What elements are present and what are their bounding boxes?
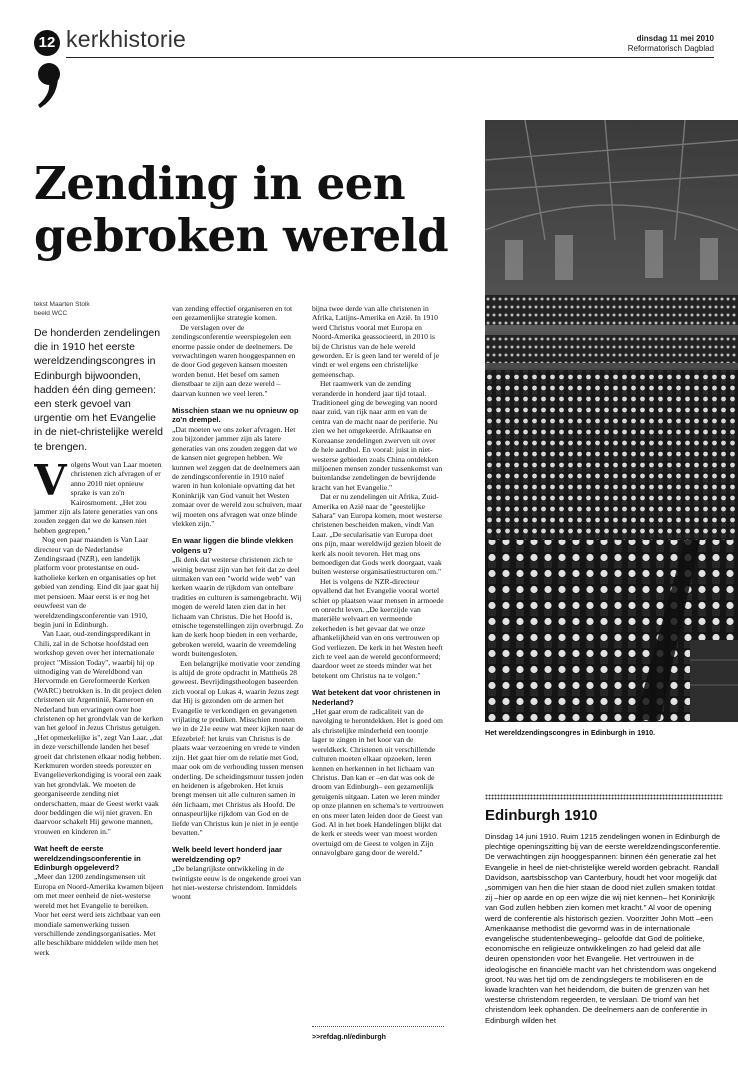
- article-intro: De honderden zendelingen die in 1910 het eerste wereldzendingscongres in Edinburgh bijwoonden, hadden één ding gemeen: een sterk gevoel van urgentie om het Evangelie in de niet-christelijke wereld te brengen.: [34, 327, 163, 453]
- paragraph: Dat er nu zendelingen uit Afrika, Zuid-Amerika en Azië naar de "geestelijke Sahara" van Europa komen, moet westerse christenen bescheiden maken, vindt Van Laar. „De secularisatie van Europa doet ons pijn, maar wereldwijd gezien bloeit de kerk als nooit tevoren. Het mag ons bemoedigen dat Gods werk doorgaat, vaak buiten westerse organisatiestructuren om.": [312, 492, 443, 577]
- headline-line-1: Zending in een: [34, 157, 406, 210]
- paragraph: Het raamwerk van de zending veranderde in honderd jaar tijd totaal. Traditioneel ging de beweging van noord naar zuid, van rijk naar arm en van de centra van de macht naar de periferie. Nu zien we het omgekeerde. Afrikaanse en Koreaanse zendelingen zwerven uit over de hele aardbol. En vooral: juist in niet-westerse gebieden zoals China ontdekken miljoenen mensen zonder tussenkomst van buitenlandse zendelingen de bevrijdende kracht van het Evangelie.": [312, 379, 443, 492]
- paragraph-text: olgens Wout van Laar moeten christenen zich afvragen of er anno 2010 niet opnieuw sprake is van zo'n Kairosmoment. „Het zou jammer zijn als latere generaties van ons zouden zeggen dat we de kansen niet hebben gegrepen.": [34, 460, 162, 535]
- credit-photo: beeld WCC: [34, 310, 68, 317]
- headline-line-2: gebroken wereld: [34, 209, 449, 262]
- article-column-2: [172, 304, 304, 1060]
- article-column-1: [34, 460, 164, 1052]
- paragraph: Het is volgens de NZR-directeur opvallend dat het Evangelie vooral wortel schiet op plaatsen waar mensen in armoede en onrecht leven. „De keerzijde van materiële welvaart en vermeende zekerheden is het gevaar dat we onze afhankelijkheid van en ons vertrouwen op God verliezen. De kerk in het Westen heeft zich te veel aan de wereld geconformeerd; daardoor weet ze steeds minder wat het betekent om Christus na te volgen.": [312, 576, 444, 680]
- interview-question: Welk beeld levert honderd jaar wereldzending op?: [172, 845, 283, 864]
- date-text: dinsdag 11 mei 2010: [636, 34, 714, 43]
- paragraph: [34, 460, 164, 535]
- photo-illustration: [485, 120, 738, 722]
- interview-question: Wat heeft de eerste wereldzendingsconferentie in Edinburgh opgeleverd?: [34, 844, 141, 873]
- header-rule: [66, 57, 714, 58]
- article-column-3: [312, 304, 444, 1060]
- sidebar-title: Edinburgh 1910: [485, 807, 598, 824]
- paragraph: bijna twee derde van alle christenen in Afrika, Latijns-Amerika en Azië. In 1910 werd Christus vooral met Europa en Noord-Amerika geassocieerd, in 2010 is bij de Christus van de hele wereld geworden. Er is geen land ter wereld of je vindt er wel ergens een christelijke gemeenschap.: [312, 304, 440, 379]
- paragraph: Van Laar, oud-zendingspredikant in Chili, zal in de Schotse hoofdstad een workshop geven over het internationale project "Mission Today", waarbij hij op uitnodiging van de Wereldbond van Hervormde en Gereformeerde Kerken (WARC) betrokken is. In dit project delen christenen uit Argentinië, Kameroen en Nederland hun ervaringen over hoe christenen op het grondvlak van de kerken van het geloof in Jezus Christus getuigen. „Het opmerkelijke is", zegt Van Laar, „dat in deze verschillende landen het besef groeit dat christenen elkaar nodig hebben. Kerkmuren worden steeds poreuzer en Evangelieverkondiging is vooral een zaak van het grondvlak. We moeten de georganiseerde zending niet onderschatten, maar de Geest werkt vaak door beddingen die wij niet graven. En daarvoor schakelt Hij gewone mannen, vrouwen en kinderen in.": [34, 629, 164, 836]
- link-divider: [312, 1026, 444, 1027]
- web-link[interactable]: >>refdag.nl/edinburgh: [312, 1034, 386, 1041]
- paragraph: De verslagen over de zendingsconferentie weerspiegelen een enorme passie onder de deelnemers. De verwachtingen waren hooggespannen en de door God gegeven kansen moesten worden benut. Het besef om samen dienstbaar te zijn aan deze wereld – daarvan kunnen we veel leren.": [172, 322, 296, 398]
- comma-logo-icon: [34, 40, 64, 110]
- interview-question: En waar liggen die blinde vlekken volgens u?: [172, 536, 294, 555]
- historic-congress-photo: [485, 120, 738, 722]
- credit-text: tekst Maarten Stolk: [34, 301, 90, 308]
- paper-name: Reformatorisch Dagblad: [627, 44, 714, 53]
- sidebar-text: Dinsdag 14 juni 1910. Ruim 1215 zendelingen wonen in Edinburgh de plechtige openingszitting bij van de eerste wereldzendingsconferentie. De verwachtingen zijn hooggespannen: binnen één generatie zal het Evangelie in heel de niet-christelijke wereld worden gebracht. Randall Davidson, aartsbisschop van Canterbury, houdt het voor mogelijk dat „sommigen van hen die hier staan de dood niet zullen smaken totdat zij –hier op aarde en op een wijze die wij niet kennen– het Koninkrijk van God zullen hebben zien komen met kracht." Al voor de opening werd de conferentie als historisch gezien. Voorzitter John Mott –een Amerikaanse methodist die gevormd was in de internationale evangelische studentenbeweging– geloofde dat God de politieke, economische en religieuze ontwikkelingen zo had geleid dat alle deuren openstonden voor het Evangelie. Het vertrouwen in de ideologische en financiële macht van het christendom was ongekend groot. Nu was het tijd om de zendingslegers te mobiliseren en de kwade krachten van het heidendom, die buiten de grenzen van het westerse christendom regeerden, te verslaan. De triomf van het christendom leek ophanden. De deelnemers aan de conferentie in Edinburgh wilden het: [485, 832, 721, 1025]
- sidebar-dotted-rule: [485, 794, 723, 800]
- paragraph: Een belangrijke motivatie voor zending is altijd de grote opdracht in Mattheüs 28 geweest. Bevrijdingstheologen baseerden zich vooral op Lukas 4, waarin Jezus zegt dat Hij is gezonden om de armen het Evangelie te verkondigen en gevangenen vrijlating te prediken. Misschien moeten we in de 21e eeuw wat meer kijken naar de Efezebrief: het kruis van Christus is de plaats waar verzoening en vrede te vinden zijn. Het gaat hier om de relatie met God, maar ook om de verhouding tussen mensen onderling. De scheidingsmuur tussen joden en heidenen is afgebroken. Het kruis brengt mensen uit alle culturen samen in één lichaam, met Christus als Hoofd. De onnaspeurlijke rijkdom van God en de liefde van Christus kun je niet in je eentje bevatten.": [172, 658, 304, 837]
- paragraph: „Meer dan 1200 zendingsmensen uit Europa en Noord-Amerika kwamen bijeen om met meer eenheid de niet-westerse wereld met het Evangelie te bereiken. Voor het eerst werd iets zichtbaar van een mondiale samenwerking tussen verschillende zendingsorganisaties. Met alle beschikbare middelen wilde men het werk: [34, 872, 164, 957]
- paragraph: „Het gaat erom de radicaliteit van de navolging te herontdekken. Het is goed om als christelijke minderheid een toontje lager te zingen in het koor van de wereldkerk. Christenen uit verschillende culturen moeten elkaar opzoeken, leren kennen en herkennen in het lichaam van Christus. Dan kan er –en dat was ook de droom van Edinburgh– een gezamenlijk getuigenis uitgaan. Laten we leren minder op onze plannen en schema's te vertrouwen en ons meer laten leiden door de Geest van God. Al in het boek Handelingen blijkt dat de kerk er steeds weer van moest worden overtuigd om de Geest te volgen in Zijn onnavolgbare gang door de wereld.": [312, 707, 444, 858]
- paragraph: van zending effectief organiseren en tot een gezamenlijke strategie komen.: [172, 304, 293, 323]
- article-headline: [34, 158, 464, 262]
- paragraph: „De belangrijkste ontwikkeling in de twintigste eeuw is de ongekende groei van het niet-westerse christendom. Inmiddels woont: [172, 864, 302, 902]
- drop-cap: V: [34, 460, 67, 505]
- page-number: 12: [34, 30, 60, 56]
- article-credits: [34, 300, 90, 318]
- paragraph: Nog een paar maanden is Van Laar directeur van de Nederlandse Zendingsraad (NZR), een landelijk platform voor protestantse en oud-katholieke kerken en organisaties op het gebied van zending. Eind dit jaar gaat hij met pensioen. Maar eerst is er nog het eeuwfeest van de wereldzendingsconferentie van 1910, begin juni in Edinburgh.: [34, 535, 159, 629]
- section-title: kerkhistorie: [66, 26, 186, 52]
- interview-question: Misschien staan we nu opnieuw op zo'n drempel.: [172, 406, 299, 425]
- interview-question: Wat betekent dat voor christenen in Nederland?: [312, 688, 441, 707]
- photo-caption: Het wereldzendingscongres in Edinburgh in 1910.: [485, 728, 656, 737]
- paragraph: „Dat moeten we ons zeker afvragen. Het zou bijzonder jammer zijn als latere generaties van ons zouden zeggen dat we de kansen niet gegrepen hebben. We kunnen wel zeggen dat de deelnemers aan de zendingsconferentie in 1910 naïef waren in hun koloniale opvatting dat het Koninkrijk van God vanuit het Westen zomaar over de wereld zou schuiven, maar wij moeten ons afvragen wat onze blinde vlekken zijn.": [172, 424, 303, 528]
- issue-date: [628, 34, 714, 54]
- paragraph: „Ik denk dat westerse christenen zich te weinig bewust zijn van het feit dat ze deel uitmaken van een "world wide web" van kerken waarin de rijkdom van ontelbare tradities en culturen is samengebracht. Wij mogen de wereld laten zien dat in het lichaam van Christus. Die het Hoofd is, etnische tegenstellingen zijn overbrugd. Zo kan de kerk hoop bieden in een verharde, gebroken wereld, waarin de vreemdeling wordt buitengesloten.: [172, 555, 304, 659]
